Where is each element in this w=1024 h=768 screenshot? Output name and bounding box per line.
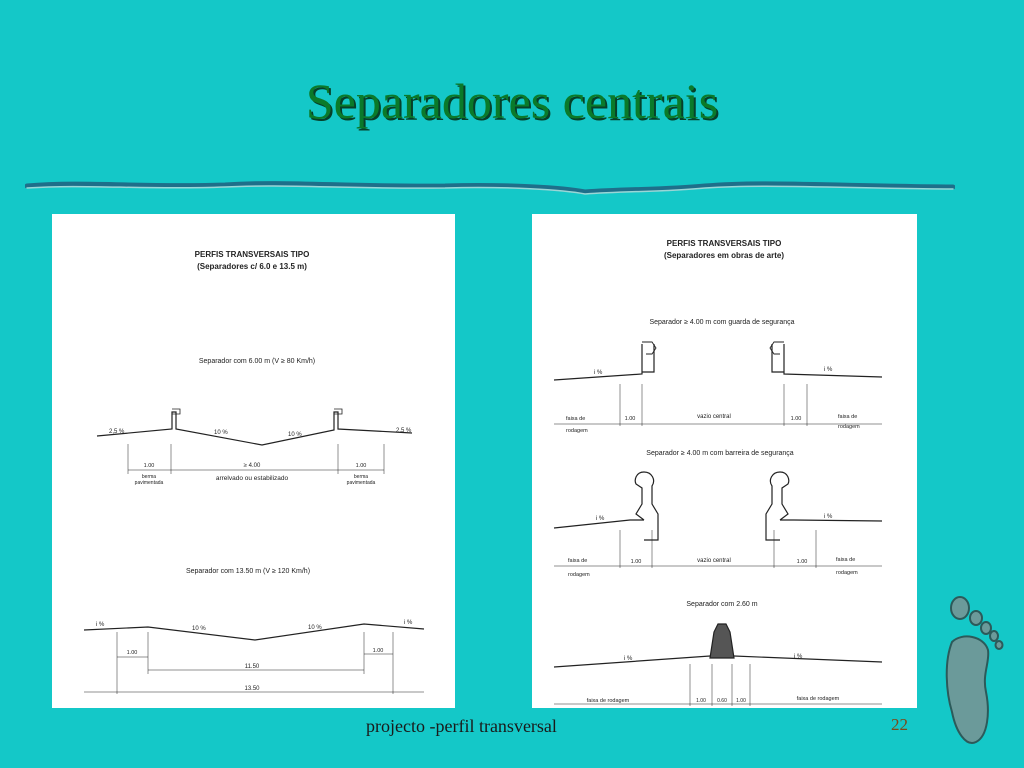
left-s2-dim-right: 1.00 [372,648,384,654]
left-s1-label-left-2: pavimentada [134,480,164,486]
left-s1-caption: Separador com 6.00 m (V ≥ 80 Km/h) [198,358,316,365]
left-s1-slope-outer-right: 2,5 % [396,428,412,434]
right-s1-slope-left: i % [594,370,603,376]
right-s1-label-right-2: rodagem [838,424,860,430]
decorative-divider [25,178,955,198]
right-s2-label-right-2: rodagem [836,570,858,576]
right-s3-profile [554,624,882,706]
right-s2-label-left-1: faixa de [568,558,588,564]
left-s1-slope-inner-left: 10 % [214,430,228,436]
left-s1-label-center: arrelvado ou estabilizado [215,475,289,482]
page-number: 22 [891,715,908,734]
left-s2-slope-inner-right: 10 % [308,625,322,631]
right-s1-label-right-1: faixa de [838,414,858,420]
right-s3-label-left: faixa de rodagem [586,698,630,704]
right-s3-dim-b: 0.60 [717,698,727,704]
left-s1-dim-center: ≥ 4.00 [243,463,261,469]
right-s1-label-center: vazio central [697,414,731,420]
right-s1-slope-right: i % [824,367,833,373]
footprint-icon [936,592,1006,752]
right-s1-label-left-2: rodagem [566,428,588,434]
right-s2-caption: Separador ≥ 4.00 m com barreira de segurança [646,450,794,457]
right-s2-slope-left: i % [596,516,605,522]
right-s2-label-center: vazio central [697,558,731,564]
right-s2-label-left-2: rodagem [568,572,590,578]
left-s2-dim-inner: 11.50 [244,664,260,670]
left-s1-label-right-2: pavimentada [346,480,376,486]
right-s2-dim-right: 1.00 [796,559,808,565]
left-s2-slope-outer-right: i % [404,620,413,626]
left-heading-1: PERFIS TRANSVERSAIS TIPO [194,250,310,259]
slide-title: Separadores centrais [305,73,719,129]
left-s2-slope-inner-left: 10 % [192,626,206,632]
right-heading-2: (Separadores em obras de arte) [663,251,785,260]
slide-footer: projecto -perfil transversal [366,716,557,736]
right-s3-slope-left: i % [624,656,633,662]
right-s3-dim-c: 1.00 [736,698,746,704]
right-s1-label-left-1: faixa de [566,416,586,422]
left-s1-slope-inner-right: 10 % [288,432,302,438]
right-s2-dim-left: 1.00 [630,559,642,565]
right-s2-label-right-1: faixa de [836,557,856,563]
right-s1-dim-left: 1.00 [624,416,636,422]
right-heading-1: PERFIS TRANSVERSAIS TIPO [666,239,782,248]
right-s3-slope-right: i % [794,654,803,660]
right-s3-caption: Separador com 2.60 m [686,601,758,608]
right-drawing-panel [532,214,917,708]
left-s1-label-left-1: berma [141,474,157,480]
left-s2-dim-total: 13.50 [244,686,260,692]
right-s1-dim-right: 1.00 [790,416,802,422]
left-s1-slope-outer-left: 2,5 % [109,429,125,435]
right-s2-slope-right: i % [824,514,833,520]
left-s2-dim-left: 1.00 [126,650,138,656]
left-heading-2: (Separadores c/ 6.0 e 13.5 m) [197,262,307,271]
left-s1-dim-left: 1.00 [143,463,155,469]
right-s3-dim-a: 1.00 [696,698,706,704]
left-s2-slope-outer-left: i % [96,622,105,628]
left-s2-caption: Separador com 13.50 m (V ≥ 120 Km/h) [185,568,311,575]
left-s2-profile [84,624,424,694]
left-s1-label-right-1: berma [353,474,369,480]
left-drawing-panel [52,214,455,708]
left-s1-dim-right: 1.00 [355,463,367,469]
right-s3-label-right: faixa de rodagem [796,696,840,702]
right-s1-caption: Separador ≥ 4.00 m com guarda de segurança [649,319,795,326]
